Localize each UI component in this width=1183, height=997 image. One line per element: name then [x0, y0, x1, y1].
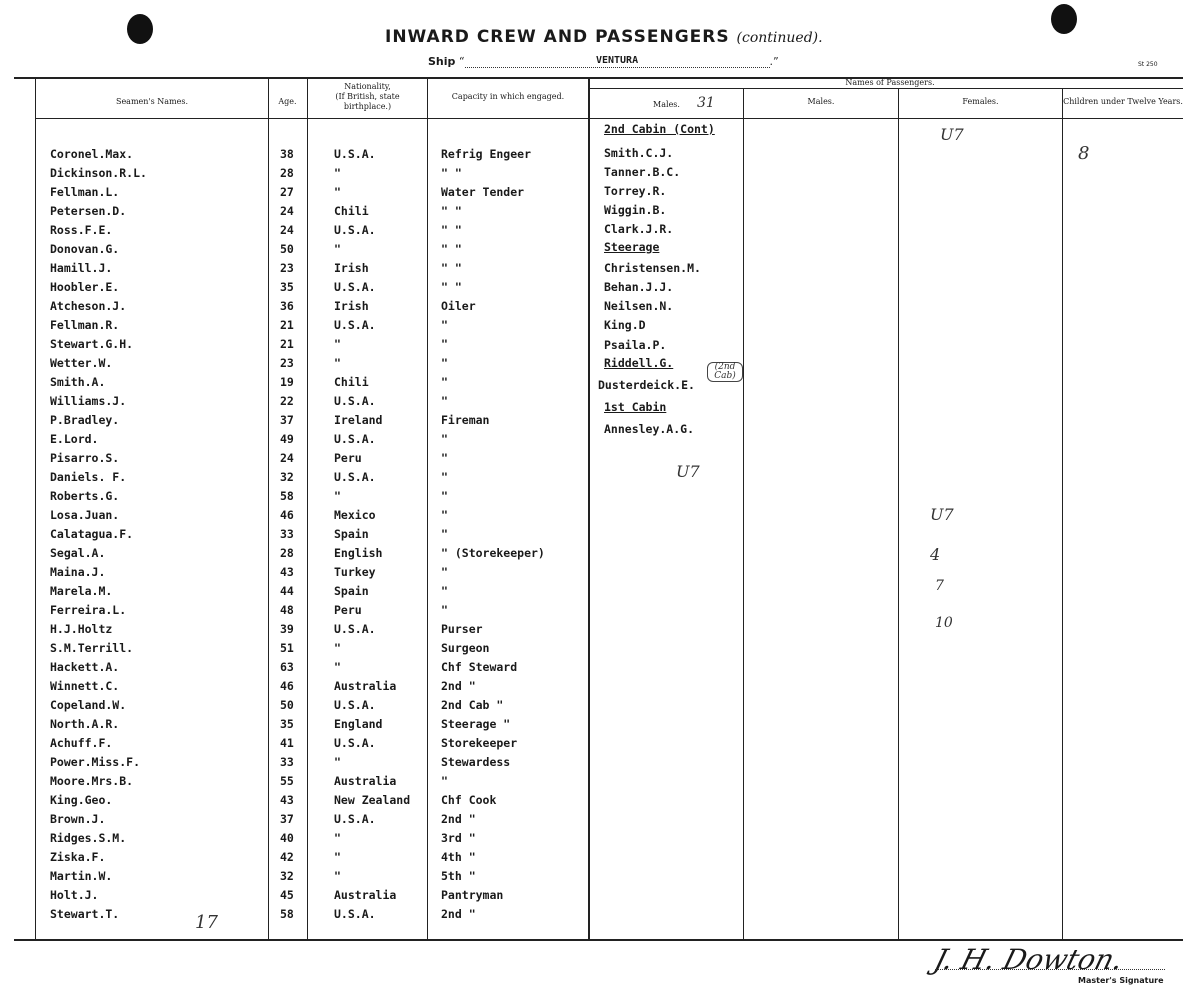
crew-age: 46	[280, 679, 294, 693]
crew-nationality: U.S.A.	[334, 147, 376, 161]
crew-nationality: "	[334, 166, 341, 180]
crew-age: 43	[280, 793, 294, 807]
crew-age: 21	[280, 318, 294, 332]
ship-name: VENTURA	[465, 55, 770, 68]
tally-mark: 10	[935, 615, 953, 631]
crew-age: 50	[280, 242, 294, 256]
crew-age: 37	[280, 413, 294, 427]
crew-capacity: 4th "	[441, 850, 476, 864]
crew-name: Petersen.D.	[50, 204, 127, 218]
crew-nationality: "	[334, 356, 341, 370]
crew-age: 21	[280, 337, 294, 351]
crew-nationality: U.S.A.	[334, 812, 376, 826]
crew-name: Wetter.W.	[50, 356, 113, 370]
crew-age: 51	[280, 641, 294, 655]
crew-age: 27	[280, 185, 294, 199]
header-capacity: Capacity in which engaged.	[451, 92, 565, 101]
crew-capacity: " "	[441, 223, 462, 237]
crew-nationality: Ireland	[334, 413, 383, 427]
header-males-1: Males.	[653, 100, 680, 109]
crew-nationality: "	[334, 641, 341, 655]
crew-nationality: "	[334, 337, 341, 351]
crew-nationality: U.S.A.	[334, 470, 376, 484]
crew-capacity: "	[441, 318, 448, 332]
crew-capacity: "	[441, 337, 448, 351]
header-females: Females.	[962, 97, 999, 106]
crew-nationality: "	[334, 489, 341, 503]
name-tally-annotation: 17	[195, 912, 218, 933]
tally-mark: 7	[935, 578, 944, 594]
crew-age: 46	[280, 508, 294, 522]
crew-name: Ziska.F.	[50, 850, 106, 864]
passenger-name: Annesley.A.G.	[604, 422, 695, 436]
crew-name: Donovan.G.	[50, 242, 120, 256]
crew-nationality: Chili	[334, 375, 369, 389]
passenger-name: King.D	[604, 318, 646, 332]
col-rule-left	[35, 78, 36, 940]
crew-name: Calatagua.F.	[50, 527, 134, 541]
crew-name: King.Geo.	[50, 793, 113, 807]
crew-nationality: "	[334, 242, 341, 256]
crew-name: Hackett.A.	[50, 660, 120, 674]
crew-nationality: Spain	[334, 527, 369, 541]
crew-nationality: Peru	[334, 603, 362, 617]
crew-capacity: " "	[441, 280, 462, 294]
crew-capacity: Water Tender	[441, 185, 525, 199]
crew-nationality: Turkey	[334, 565, 376, 579]
crew-name: Martin.W.	[50, 869, 113, 883]
crew-name: Stewart.G.H.	[50, 337, 134, 351]
crew-nationality: U.S.A.	[334, 736, 376, 750]
tally-mark: U7	[930, 505, 954, 524]
crew-capacity: Oiler	[441, 299, 476, 313]
crew-capacity: Fireman	[441, 413, 490, 427]
header-nationality: Nationality, (If British, state birthplace.)	[335, 82, 400, 111]
punch-hole-right	[1051, 4, 1077, 34]
col-rule-nat	[427, 78, 428, 940]
crew-capacity: Storekeeper	[441, 736, 518, 750]
crew-name: Coronel.Max.	[50, 147, 134, 161]
crew-nationality: "	[334, 660, 341, 674]
crew-name: Atcheson.J.	[50, 299, 127, 313]
crew-name: Copeland.W.	[50, 698, 127, 712]
crew-nationality: Mexico	[334, 508, 376, 522]
crew-age: 23	[280, 261, 294, 275]
crew-capacity: 5th "	[441, 869, 476, 883]
crew-capacity: 2nd Cab "	[441, 698, 504, 712]
crew-capacity: Chf Cook	[441, 793, 497, 807]
crew-capacity: "	[441, 774, 448, 788]
crew-capacity: Purser	[441, 622, 483, 636]
crew-nationality: U.S.A.	[334, 318, 376, 332]
header-age: Age.	[278, 97, 297, 106]
crew-name: Maina.J.	[50, 565, 106, 579]
signature-line	[935, 968, 1165, 970]
crew-nationality: Peru	[334, 451, 362, 465]
crew-age: 41	[280, 736, 294, 750]
crew-capacity: 2nd "	[441, 907, 476, 921]
crew-capacity: 2nd "	[441, 812, 476, 826]
crew-capacity: "	[441, 489, 448, 503]
crew-name: H.J.Holtz	[50, 622, 113, 636]
title-suffix: (continued).	[736, 30, 823, 46]
crew-age: 55	[280, 774, 294, 788]
crew-age: 22	[280, 394, 294, 408]
crew-name: P.Bradley.	[50, 413, 120, 427]
crew-age: 35	[280, 280, 294, 294]
crew-nationality: U.S.A.	[334, 907, 376, 921]
crew-age: 45	[280, 888, 294, 902]
crew-age: 38	[280, 147, 294, 161]
crew-capacity: "	[441, 356, 448, 370]
crew-name: Stewart.T.	[50, 907, 120, 921]
males-count-annotation: 31	[697, 95, 715, 111]
passenger-name: Clark.J.R.	[604, 222, 674, 236]
passenger-name: Dusterdeick.E.	[598, 378, 695, 392]
crew-nationality: "	[334, 185, 341, 199]
crew-capacity: "	[441, 565, 448, 579]
punch-hole-left	[127, 14, 153, 44]
crew-age: 33	[280, 527, 294, 541]
crew-nationality: Irish	[334, 299, 369, 313]
passenger-name: Smith.C.J.	[604, 146, 674, 160]
crew-capacity: "	[441, 375, 448, 389]
passenger-name: Wiggin.B.	[604, 203, 667, 217]
col-rule-name	[268, 78, 269, 940]
col-rule-males2	[898, 88, 899, 940]
crew-name: E.Lord.	[50, 432, 99, 446]
passenger-2nd-cab-note: (2nd Cab)	[707, 362, 743, 382]
crew-nationality: U.S.A.	[334, 280, 376, 294]
crew-name: Hamill.J.	[50, 261, 113, 275]
crew-nationality: U.S.A.	[334, 394, 376, 408]
crew-capacity: Steerage "	[441, 717, 511, 731]
crew-age: 36	[280, 299, 294, 313]
crew-name: Marela.M.	[50, 584, 113, 598]
crew-name: Fellman.R.	[50, 318, 120, 332]
crew-nationality: Australia	[334, 679, 397, 693]
crew-capacity: " (Storekeeper)	[441, 546, 545, 560]
crew-nationality: Spain	[334, 584, 369, 598]
crew-nationality: Australia	[334, 774, 397, 788]
crew-name: North.A.R.	[50, 717, 120, 731]
ship-line: Ship “ VENTURA .”	[428, 55, 779, 68]
crew-capacity: 2nd "	[441, 679, 476, 693]
crew-nationality: Chili	[334, 204, 369, 218]
crew-name: Moore.Mrs.B.	[50, 774, 134, 788]
crew-capacity: 3rd "	[441, 831, 476, 845]
crew-capacity: Refrig Engeer	[441, 147, 532, 161]
page-title	[385, 27, 823, 47]
crew-age: 28	[280, 166, 294, 180]
passenger-subheader-rule	[588, 88, 1183, 89]
crew-age: 50	[280, 698, 294, 712]
crew-name: Power.Miss.F.	[50, 755, 141, 769]
tally-mark: 4	[930, 545, 941, 564]
crew-name: Winnett.C.	[50, 679, 120, 693]
header-bottom-rule	[36, 118, 1183, 119]
crew-age: 43	[280, 565, 294, 579]
crew-capacity: "	[441, 527, 448, 541]
crew-age: 40	[280, 831, 294, 845]
crew-age: 24	[280, 204, 294, 218]
header-seamen-names: Seamen's Names.	[115, 97, 189, 106]
crew-capacity: "	[441, 470, 448, 484]
crew-age: 32	[280, 869, 294, 883]
crew-nationality: "	[334, 755, 341, 769]
ship-label: Ship	[428, 55, 456, 68]
tally-mark: U7	[676, 462, 700, 481]
crew-nationality: England	[334, 717, 383, 731]
crew-name: S.M.Terrill.	[50, 641, 134, 655]
crew-name: Roberts.G.	[50, 489, 120, 503]
crew-age: 35	[280, 717, 294, 731]
crew-capacity: " "	[441, 261, 462, 275]
children-mark-annotation: 8	[1078, 143, 1090, 164]
crew-age: 42	[280, 850, 294, 864]
passenger-name: Tanner.B.C.	[604, 165, 681, 179]
crew-nationality: "	[334, 869, 341, 883]
crew-capacity: "	[441, 584, 448, 598]
master-signature: J. H. Dowton.	[930, 943, 1127, 976]
crew-capacity: " "	[441, 242, 462, 256]
crew-capacity: Stewardess	[441, 755, 511, 769]
crew-capacity: "	[441, 603, 448, 617]
passenger-name: Torrey.R.	[604, 184, 667, 198]
crew-nationality: U.S.A.	[334, 223, 376, 237]
passenger-name: Riddell.G.	[604, 356, 674, 370]
crew-age: 33	[280, 755, 294, 769]
crew-capacity: "	[441, 508, 448, 522]
passenger-name: 1st Cabin	[604, 400, 667, 414]
crew-name: Hoobler.E.	[50, 280, 120, 294]
passenger-name: Psaila.P.	[604, 338, 667, 352]
passenger-name: Christensen.M.	[604, 261, 701, 275]
header-males-2: Males.	[807, 97, 835, 106]
crew-age: 37	[280, 812, 294, 826]
crew-nationality: English	[334, 546, 383, 560]
col-rule-age	[307, 78, 308, 940]
passenger-name: 2nd Cabin (Cont)	[604, 122, 715, 136]
crew-capacity: Pantryman	[441, 888, 504, 902]
col-rule-females	[1062, 88, 1063, 940]
crew-nationality: U.S.A.	[334, 622, 376, 636]
crew-name: Fellman.L.	[50, 185, 120, 199]
crew-name: Smith.A.	[50, 375, 106, 389]
crew-name: Brown.J.	[50, 812, 106, 826]
crew-age: 44	[280, 584, 294, 598]
crew-name: Williams.J.	[50, 394, 127, 408]
crew-capacity: Surgeon	[441, 641, 490, 655]
crew-nationality: Irish	[334, 261, 369, 275]
crew-nationality: U.S.A.	[334, 432, 376, 446]
crew-capacity: "	[441, 394, 448, 408]
crew-name: Pisarro.S.	[50, 451, 120, 465]
crew-nationality: "	[334, 831, 341, 845]
crew-name: Segal.A.	[50, 546, 106, 560]
crew-age: 23	[280, 356, 294, 370]
crew-capacity: " "	[441, 204, 462, 218]
header-names-of-passengers: Names of Passengers.	[845, 78, 935, 87]
crew-capacity: "	[441, 432, 448, 446]
crew-age: 63	[280, 660, 294, 674]
crew-age: 32	[280, 470, 294, 484]
table-bottom-rule	[14, 939, 1183, 941]
col-rule-capacity	[588, 78, 590, 940]
crew-age: 48	[280, 603, 294, 617]
crew-age: 19	[280, 375, 294, 389]
crew-name: Losa.Juan.	[50, 508, 120, 522]
crew-age: 58	[280, 489, 294, 503]
crew-nationality: New Zealand	[334, 793, 411, 807]
crew-name: Ridges.S.M.	[50, 831, 127, 845]
header-children: Children under Twelve Years.	[1063, 97, 1183, 106]
crew-name: Holt.J.	[50, 888, 99, 902]
crew-name: Ferreira.L.	[50, 603, 127, 617]
crew-age: 24	[280, 223, 294, 237]
passenger-name: Behan.J.J.	[604, 280, 674, 294]
crew-name: Achuff.F.	[50, 736, 113, 750]
passenger-name: Neilsen.N.	[604, 299, 674, 313]
tally-mark: U7	[940, 125, 964, 144]
crew-nationality: Australia	[334, 888, 397, 902]
crew-age: 28	[280, 546, 294, 560]
col-rule-males1	[743, 88, 744, 940]
crew-age: 58	[280, 907, 294, 921]
crew-age: 49	[280, 432, 294, 446]
crew-age: 39	[280, 622, 294, 636]
crew-nationality: U.S.A.	[334, 698, 376, 712]
crew-name: Ross.F.E.	[50, 223, 113, 237]
title-text: INWARD CREW AND PASSENGERS	[385, 27, 730, 47]
crew-capacity: "	[441, 451, 448, 465]
passenger-name: Steerage	[604, 240, 660, 254]
crew-name: Dickinson.R.L.	[50, 166, 147, 180]
crew-age: 24	[280, 451, 294, 465]
crew-name: Daniels. F.	[50, 470, 127, 484]
crew-nationality: "	[334, 850, 341, 864]
crew-capacity: Chf Steward	[441, 660, 518, 674]
crew-capacity: " "	[441, 166, 462, 180]
signature-label: Master's Signature	[1078, 976, 1164, 985]
form-number: St 250	[1138, 61, 1158, 68]
table-top-rule	[14, 77, 1183, 79]
